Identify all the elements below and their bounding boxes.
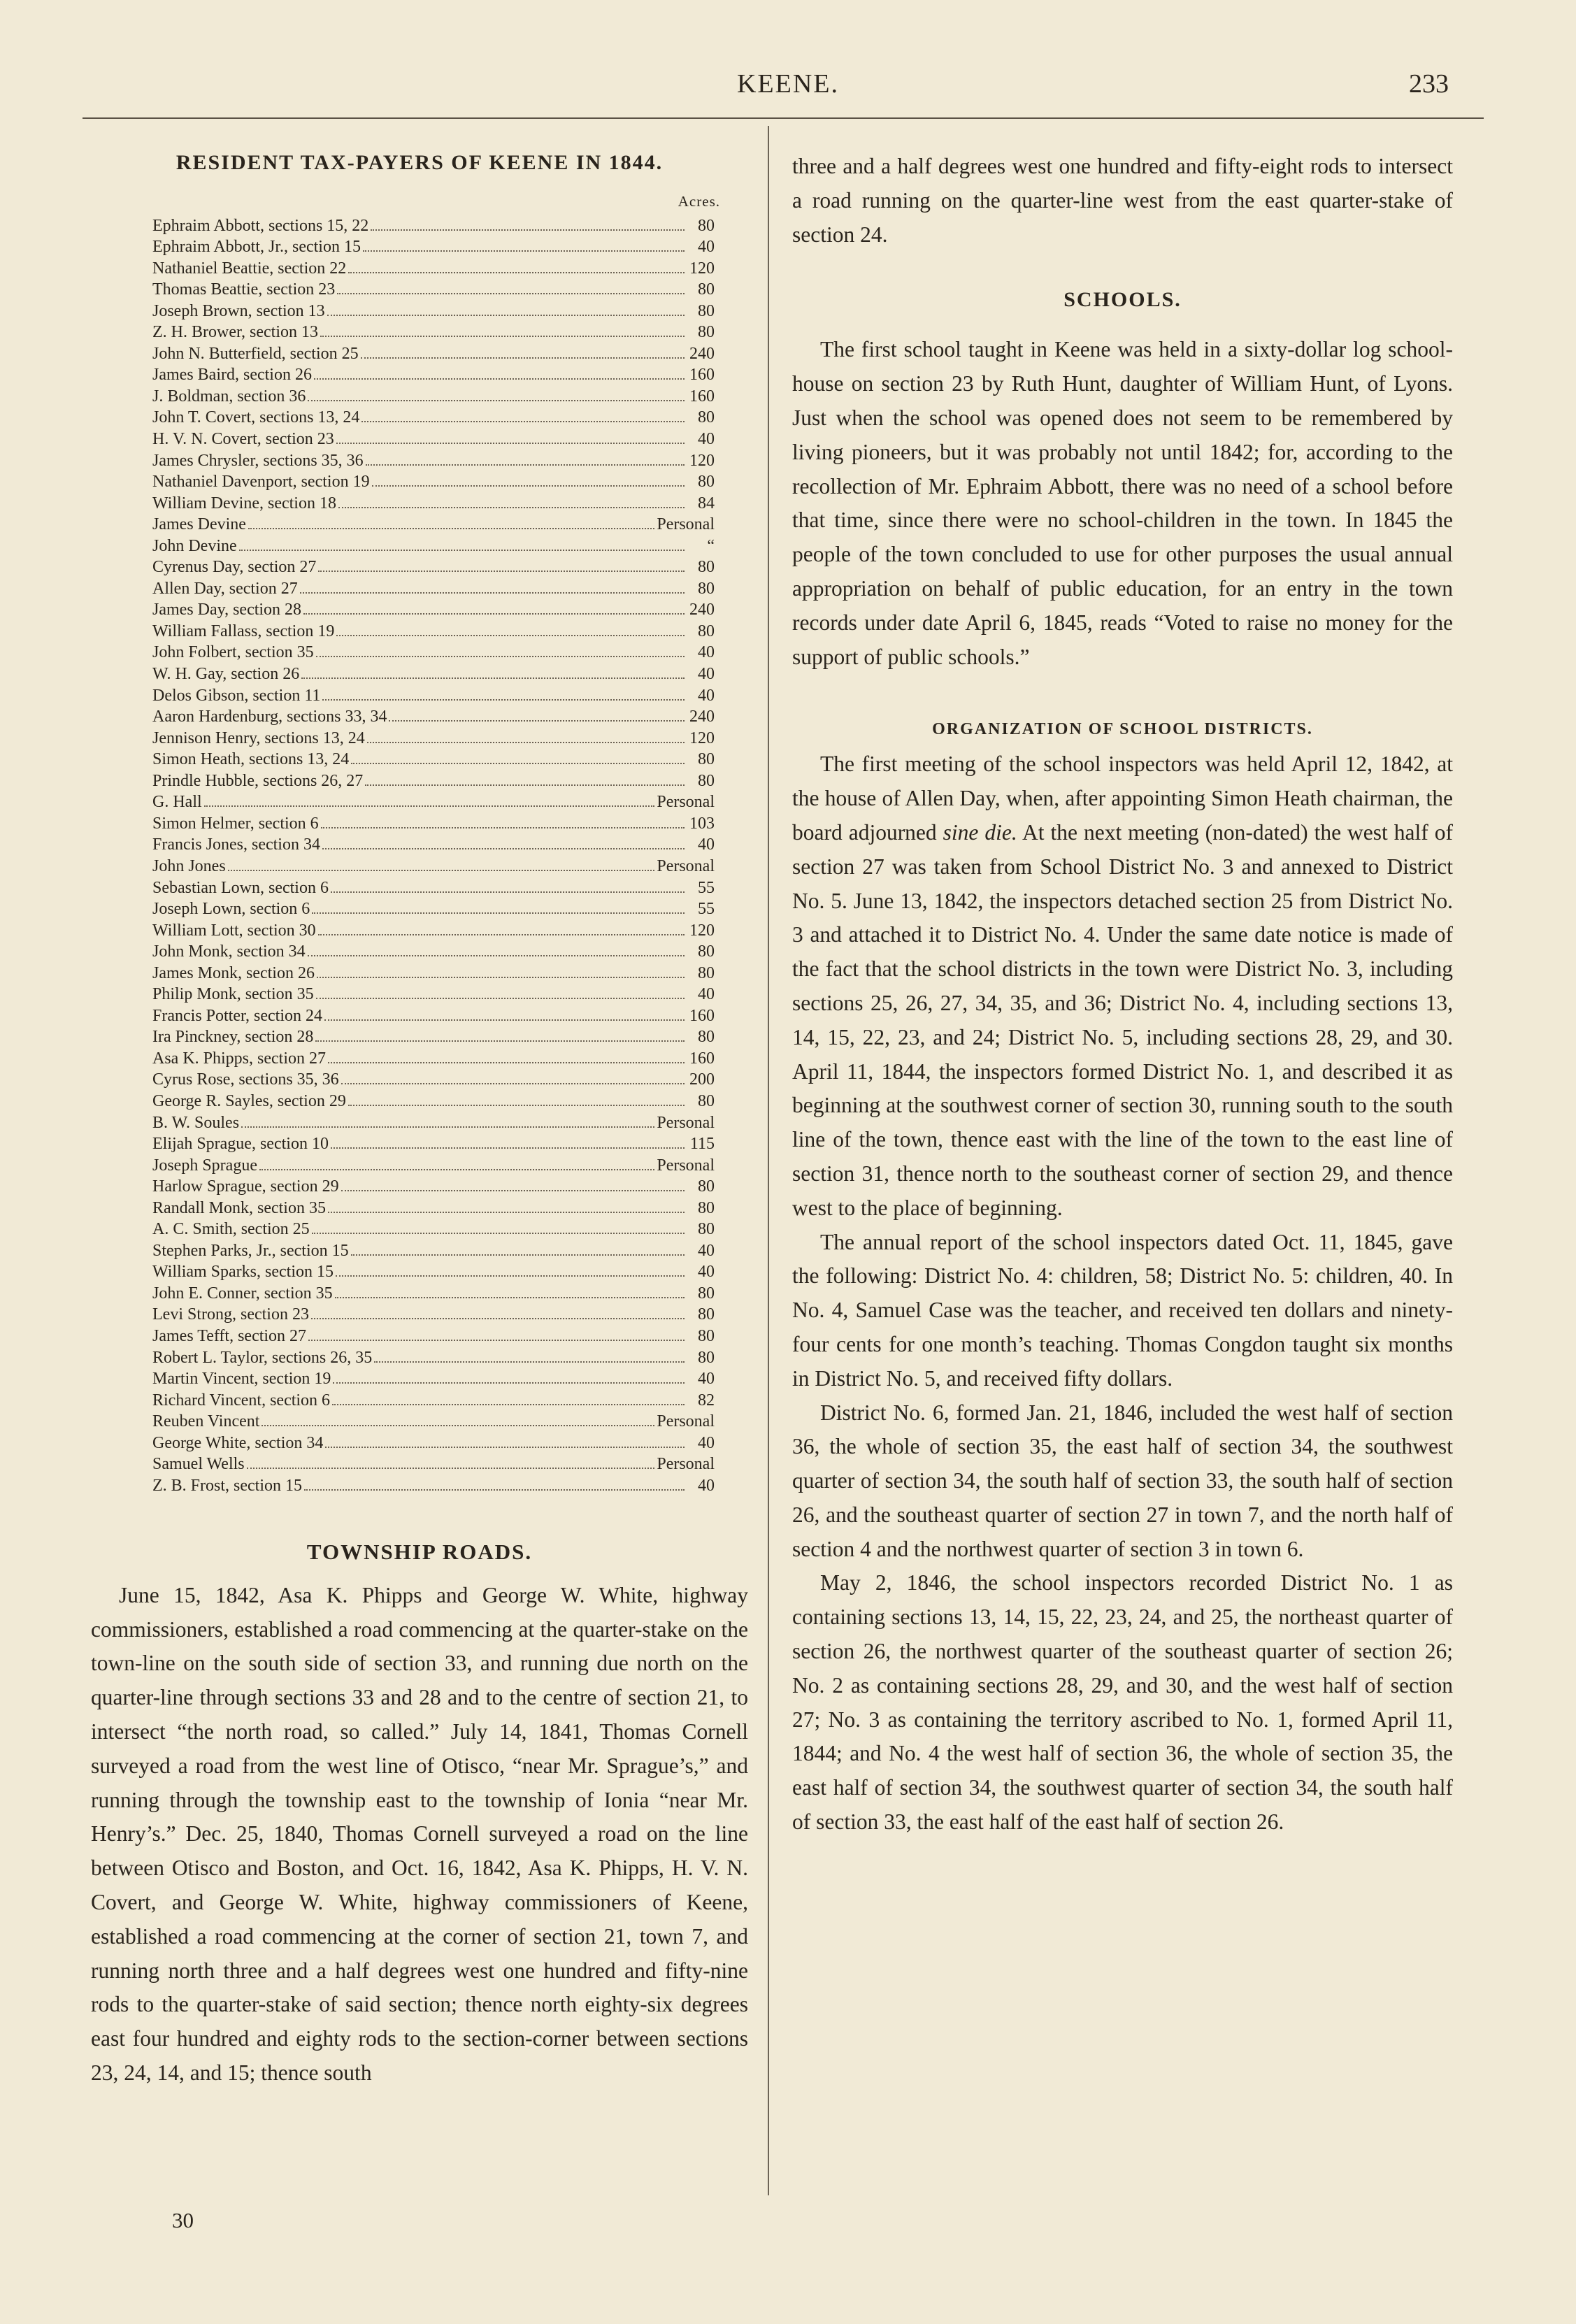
tax-payer-acres: 80 [698, 558, 715, 577]
dot-leader [312, 912, 685, 914]
tax-payer-acres: Personal [657, 515, 715, 534]
tax-payer-acres: Personal [657, 1455, 715, 1474]
dot-leader [322, 848, 685, 849]
tax-payer-acres: 80 [698, 1284, 715, 1303]
tax-payer-acres: 80 [698, 1091, 715, 1110]
tax-payer-name: Nathaniel Davenport, section 19 [152, 473, 370, 492]
schools-heading: SCHOOLS. [1063, 288, 1182, 312]
right-column [792, 150, 1453, 1839]
tax-payer-acres: 80 [698, 942, 715, 961]
dot-leader [300, 592, 685, 594]
tax-payer-row [91, 514, 748, 536]
tax-payer-name: Ira Pinckney, section 28 [152, 1028, 314, 1047]
tax-payer-name: John Jones [152, 856, 226, 875]
dot-leader [337, 293, 685, 294]
tax-payer-row [91, 898, 748, 920]
tax-payer-row [91, 684, 748, 706]
township-roads-paragraph: June 15, 1842, Asa K. Phipps and George W. White, highway commissioners, established a road commencing at the quarter-stake on the town-line on the south side of section 33, and running due north on the quarter-line through sections 33 and 28 and to the centre of section 21, to intersect “the north road, so called.” July 14, 1841, Thomas Cornell surveyed a road from the west line of Otisco, “near Mr. Sprague’s,” and running through the township east to the township of Ionia “near Mr. Henry’s.” Dec. 25, 1840, Thomas Cornell surveyed a road on the line between Otisco and Boston, and Oct. 16, 1842, Asa K. Phipps, H. V. N. Covert, and George W. White, highway commissioners of Keene, established a road commencing at the corner of section 21, town 7, and running north three and a half degrees west one hundred and fifty-nine rods to the quarter-stake of said section; thence north eighty-six degrees east four hundred and eighty rods to the section-corner between sections 23, 24, 14, and 15; thence south [91, 1582, 748, 2085]
tax-payer-name: John Devine [152, 536, 237, 555]
tax-payer-row [91, 557, 748, 578]
tax-payer-row [91, 984, 748, 1005]
tax-payer-row [91, 1112, 748, 1133]
districts-paragraph-4: May 2, 1846, the school inspectors recorded District No. 1 as containing sections 13, 14, 15, 22, 23, 24, and 25, the northeast quarter of section 26, the northwest quarter of the southeast quarter of section 26; No. 2 as containing sections 28, 29, and 30, and the west half of section 27; No. 3 as containing the territory ascribed to No. 1, formed April 11, 1844; and No. 4 the west half of section 36, the whole of section 35, the east half of section 34, the southwest quarter of section 34, the south half of section 33, the east half of the east half of section 26. [792, 1570, 1453, 1835]
tax-payer-name: W. H. Gay, section 26 [152, 665, 300, 684]
tax-payer-name: Joseph Sprague [152, 1156, 257, 1175]
tax-payer-row [91, 642, 748, 664]
tax-payer-acres: 40 [698, 430, 715, 449]
dot-leader [335, 1297, 685, 1298]
tax-payer-name: Robert L. Taylor, sections 26, 35 [152, 1348, 373, 1367]
tax-payer-row [91, 450, 748, 471]
tax-payer-row [91, 1432, 748, 1454]
dot-leader [312, 1233, 685, 1234]
dot-leader [336, 443, 685, 444]
dot-leader [301, 677, 685, 679]
tax-payer-acres: 40 [698, 1476, 715, 1495]
dot-leader [228, 870, 655, 871]
tax-payers-heading: RESIDENT TAX-PAYERS OF KEENE IN 1844. [175, 151, 664, 174]
dot-leader [372, 485, 685, 487]
tax-payer-acres: 40 [698, 1433, 715, 1452]
tax-payer-row [91, 1304, 748, 1326]
tax-payer-acres: 103 [689, 814, 715, 833]
tax-payer-row [91, 322, 748, 343]
tax-payer-row [91, 727, 748, 749]
tax-payer-acres: Personal [657, 1113, 715, 1132]
dot-leader [325, 1447, 685, 1448]
dot-leader [321, 827, 685, 829]
tax-payer-row [91, 620, 748, 642]
districts-heading: ORGANIZATION OF SCHOOL DISTRICTS. [932, 720, 1313, 739]
tax-payer-name: William Lott, section 30 [152, 921, 316, 940]
tax-payer-name: William Sparks, section 15 [152, 1263, 334, 1282]
tax-payer-acres: 40 [698, 238, 715, 257]
tax-payer-acres: 200 [689, 1070, 715, 1089]
dot-leader [308, 400, 685, 401]
dot-leader [338, 507, 685, 508]
tax-payer-row [91, 300, 748, 322]
tax-payer-acres: 55 [698, 900, 715, 919]
tax-payer-row [91, 1368, 748, 1390]
dot-leader [361, 421, 685, 422]
tax-payer-name: Ephraim Abbott, sections 15, 22 [152, 216, 369, 235]
tax-payer-acres: 160 [689, 366, 715, 385]
dot-leader [318, 934, 685, 935]
tax-payer-row [91, 834, 748, 856]
tax-payer-name: John Folbert, section 35 [152, 643, 314, 662]
dot-leader [348, 1105, 685, 1106]
tax-payer-acres: 80 [698, 579, 715, 598]
left-column [91, 151, 748, 2090]
tax-payer-name: Philip Monk, section 35 [152, 985, 314, 1004]
tax-payer-row [91, 599, 748, 621]
tax-payer-row [91, 236, 748, 258]
tax-payer-name: Joseph Lown, section 6 [152, 900, 310, 919]
tax-payer-name: B. W. Soules [152, 1113, 240, 1132]
tax-payer-name: Cyrenus Day, section 27 [152, 558, 317, 577]
dot-leader [315, 1040, 685, 1042]
tax-payer-name: Thomas Beattie, section 23 [152, 280, 336, 299]
dot-leader [327, 315, 685, 316]
districts-paragraph-2: The annual report of the school inspectors dated Oct. 11, 1845, gave the following: District No. 4: children, 58; District No. 5: children, 40. In No. 4, Samuel Case was the teacher, and received ten dollars and ninety-four cents for one month’s teaching. Thomas Congdon taught six months in District No. 5, and received fifty dollars. [792, 1229, 1453, 1391]
tax-payer-acres: 40 [698, 686, 715, 705]
tax-payer-row [91, 492, 748, 514]
tax-payer-name: J. Boldman, section 36 [152, 387, 306, 406]
dot-leader [241, 1126, 654, 1128]
tax-payer-row [91, 279, 748, 301]
tax-payer-acres: 40 [698, 1370, 715, 1389]
tax-payer-name: Martin Vincent, section 19 [152, 1370, 331, 1389]
tax-payer-row [91, 1475, 748, 1496]
tax-payer-name: Simon Heath, sections 13, 24 [152, 750, 350, 769]
dot-leader [332, 1404, 685, 1405]
tax-payer-name: Reuben Vincent [152, 1412, 260, 1431]
dot-leader [204, 805, 655, 807]
tax-payer-acres: 120 [689, 259, 715, 278]
dot-leader [366, 464, 685, 466]
tax-payer-row [91, 471, 748, 493]
tax-payer-row [91, 749, 748, 770]
township-roads-heading: TOWNSHIP ROADS. [306, 1539, 533, 1564]
tax-payer-row [91, 1090, 748, 1112]
dot-leader [316, 998, 685, 999]
tax-payer-row [91, 770, 748, 791]
tax-payer-acres: 160 [689, 1006, 715, 1025]
dot-leader [389, 720, 685, 722]
tax-payer-acres: Personal [657, 1412, 715, 1431]
tax-payer-name: Samuel Wells [152, 1455, 245, 1474]
tax-payer-acres: Personal [657, 1156, 715, 1175]
districts-p1-latin: sine die. [943, 819, 1017, 845]
dot-leader [324, 1019, 685, 1021]
tax-payer-row [91, 1047, 748, 1069]
dot-leader [314, 378, 685, 380]
tax-payer-name: Francis Potter, section 24 [152, 1006, 322, 1025]
districts-p1-text-a: The first meeting of the school inspectors was held April 12, 1842, at the house of Allen Day, when, after appointing Simon Heath chairman, the board adjourned [792, 752, 1453, 845]
dot-leader [318, 571, 685, 572]
tax-payer-acres: 80 [698, 1348, 715, 1367]
page-number: 233 [1409, 69, 1449, 99]
tax-payer-name: Prindle Hubble, sections 26, 27 [152, 771, 364, 790]
tax-payer-list [91, 215, 748, 1496]
districts-p1-text-b: At the next meeting (non-dated) the west half of section 27 was taken from School District No. 3 and annexed to District No. 5. June 13, 1842, the inspectors detached section 25 from District No. 3 and attached it to District No. 4. Under the same date notice is made of the fact that the school districts in the town were District No. 3, including sections 25, 26, 27, 34, 35, and 36; District No. 4, including sections 13, 14, 15, 22, 23, and 24; District No. 5, including sections 28, 29, and 30. April 11, 1844, the inspectors formed District No. 1, and described it as beginning at the southwest corner of section 30, running south to the south line of the town, thence east with the line of the town to the east line of section 31, thence north to the southeast corner of section 29, and thence west to the place of beginning. [792, 819, 1453, 1220]
tax-payer-acres: 240 [689, 601, 715, 619]
tax-payer-name: Joseph Brown, section 13 [152, 301, 325, 320]
tax-payer-row [91, 919, 748, 941]
tax-payer-row [91, 535, 748, 557]
dot-leader [367, 742, 685, 743]
tax-payer-row [91, 1240, 748, 1261]
dot-leader [262, 1425, 654, 1426]
tax-payer-name: James Monk, section 26 [152, 963, 315, 982]
tax-payer-acres: 80 [698, 1028, 715, 1047]
tax-payer-row [91, 812, 748, 834]
tax-payer-row [91, 578, 748, 599]
acres-column-label: Acres. [678, 193, 720, 210]
tax-payer-name: Allen Day, section 27 [152, 579, 298, 598]
tax-payer-row [91, 1347, 748, 1368]
dot-leader [374, 1361, 685, 1363]
tax-payer-name: James Day, section 28 [152, 601, 302, 619]
tax-payer-acres: 80 [698, 771, 715, 790]
tax-payer-name: G. Hall [152, 793, 202, 812]
tax-payer-acres: 80 [698, 1198, 715, 1217]
tax-payer-acres: 80 [698, 1305, 715, 1324]
signature-mark: 30 [172, 2208, 194, 2232]
tax-payer-row [91, 941, 748, 963]
tax-payer-name: Cyrus Rose, sections 35, 36 [152, 1070, 339, 1089]
tax-payer-acres: 40 [698, 665, 715, 684]
tax-payer-acres: 80 [698, 963, 715, 982]
column-divider [768, 126, 769, 2195]
tax-payer-name: Simon Helmer, section 6 [152, 814, 319, 833]
tax-payer-acres: 80 [698, 323, 715, 342]
dot-leader [336, 1275, 685, 1277]
tax-payer-acres: 80 [698, 1326, 715, 1345]
dot-leader [311, 1318, 685, 1319]
tax-payer-name: George White, section 34 [152, 1433, 324, 1452]
tax-payer-acres: Personal [657, 856, 715, 875]
tax-payer-name: Richard Vincent, section 6 [152, 1391, 331, 1410]
header-rule [83, 117, 1484, 119]
roads-continuation-paragraph: three and a half degrees west one hundred and fifty-eight rods to intersect a road running on the quarter-line west from the east quarter-stake of section 24. [792, 154, 1453, 247]
tax-payer-acres: Personal [657, 793, 715, 812]
dot-leader [341, 1190, 685, 1191]
tax-payer-row [91, 343, 748, 364]
tax-payer-row [91, 1154, 748, 1176]
tax-payer-acres: 80 [698, 216, 715, 235]
tax-payer-row [91, 1069, 748, 1091]
tax-payer-acres: 120 [689, 729, 715, 747]
tax-payer-row [91, 1282, 748, 1304]
tax-payer-acres: 80 [698, 280, 715, 299]
dot-leader [247, 1468, 655, 1469]
tax-payer-row [91, 791, 748, 813]
tax-payer-name: Sebastian Lown, section 6 [152, 878, 329, 897]
dot-leader [333, 1382, 685, 1384]
tax-payer-name: Asa K. Phipps, section 27 [152, 1049, 326, 1068]
tax-payer-name: Francis Jones, section 34 [152, 835, 320, 854]
tax-payer-row [91, 1261, 748, 1283]
dot-leader [365, 784, 685, 786]
tax-payer-name: Stephen Parks, Jr., section 15 [152, 1241, 349, 1260]
tax-payer-row [91, 1389, 748, 1411]
tax-payer-acres: 80 [698, 1220, 715, 1239]
tax-payer-row [91, 962, 748, 984]
tax-payer-acres: 240 [689, 344, 715, 363]
tax-payer-acres: 40 [698, 1263, 715, 1282]
tax-payer-name: John T. Covert, sections 13, 24 [152, 408, 360, 427]
tax-payer-name: Nathaniel Beattie, section 22 [152, 259, 347, 278]
tax-payer-name: James Baird, section 26 [152, 366, 312, 385]
dot-leader [336, 635, 685, 636]
tax-payer-row [91, 1133, 748, 1155]
tax-payer-acres: 240 [689, 708, 715, 726]
dot-leader [363, 250, 685, 252]
dot-leader [328, 1212, 685, 1213]
tax-payer-name: Levi Strong, section 23 [152, 1305, 309, 1324]
tax-payer-acres: 40 [698, 1241, 715, 1260]
dot-leader [328, 1062, 685, 1063]
tax-payer-row [91, 1026, 748, 1048]
tax-payer-row [91, 428, 748, 450]
tax-payer-acres: 80 [698, 473, 715, 492]
dot-leader [316, 656, 685, 657]
tax-payer-name: James Tefft, section 27 [152, 1326, 307, 1345]
running-head: KEENE. [736, 69, 840, 99]
tax-payer-row [91, 407, 748, 429]
dot-leader [331, 1147, 685, 1149]
tax-payer-acres: 40 [698, 643, 715, 662]
tax-payer-acres: 84 [698, 494, 715, 512]
dot-leader [308, 955, 685, 956]
dot-leader [248, 528, 654, 529]
tax-payer-row [91, 1454, 748, 1475]
tax-payer-row [91, 1325, 748, 1347]
tax-payer-row [91, 1411, 748, 1433]
tax-payer-row [91, 877, 748, 898]
tax-payer-row [91, 364, 748, 386]
tax-payer-acres: 80 [698, 1177, 715, 1196]
dot-leader [239, 550, 685, 551]
tax-payer-name: James Chrysler, sections 35, 36 [152, 451, 364, 470]
tax-payer-row [91, 1219, 748, 1240]
dot-leader [331, 891, 685, 893]
tax-payer-acres: 80 [698, 622, 715, 640]
tax-payer-name: Delos Gibson, section 11 [152, 686, 321, 705]
tax-payer-name: Aaron Hardenburg, sections 33, 34 [152, 708, 387, 726]
tax-payer-name: Elijah Sprague, section 10 [152, 1135, 329, 1154]
tax-payer-name: Z. B. Frost, section 15 [152, 1476, 302, 1495]
dot-leader [317, 977, 685, 978]
tax-payer-name: H. V. N. Covert, section 23 [152, 430, 334, 449]
tax-payer-name: John Monk, section 34 [152, 942, 306, 961]
tax-payer-name: Ephraim Abbott, Jr., section 15 [152, 238, 361, 257]
tax-payer-name: William Devine, section 18 [152, 494, 336, 512]
tax-payer-name: James Devine [152, 515, 246, 534]
tax-payer-name: Harlow Sprague, section 29 [152, 1177, 339, 1196]
dot-leader [322, 699, 685, 701]
dot-leader [371, 229, 685, 231]
tax-payer-acres: 120 [689, 451, 715, 470]
tax-payer-name: John E. Conner, section 35 [152, 1284, 333, 1303]
tax-payer-row [91, 385, 748, 407]
dot-leader [348, 272, 685, 273]
tax-payer-row [91, 1005, 748, 1026]
tax-payer-acres: 40 [698, 835, 715, 854]
tax-payer-acres: 82 [698, 1391, 715, 1410]
tax-payer-acres: 115 [689, 1135, 715, 1154]
tax-payer-acres: 40 [698, 985, 715, 1004]
dot-leader [304, 1489, 685, 1491]
tax-payer-acres: 160 [689, 387, 715, 406]
tax-payer-name: Randall Monk, section 35 [152, 1198, 326, 1217]
districts-paragraph-3: District No. 6, formed Jan. 21, 1846, included the west half of section 36, the whole of section 35, the east half of section 34, the southwest quarter of section 34, the south half of section 33, the south half of section 26, and the southeast quarter of section 27 in town 7, and the north half of section 4 and the northwest quarter of section 3 in town 6. [792, 1400, 1453, 1561]
dot-leader [320, 336, 685, 337]
tax-payer-row [91, 1176, 748, 1198]
tax-payer-name: John N. Butterfield, section 25 [152, 344, 359, 363]
tax-payer-row [91, 663, 748, 684]
tax-payer-acres: 120 [689, 921, 715, 940]
dot-leader [361, 357, 685, 359]
tax-payer-name: George R. Sayles, section 29 [152, 1091, 346, 1110]
tax-payer-acres: 55 [698, 878, 715, 897]
tax-payer-row [91, 855, 748, 877]
tax-payer-acres: 160 [689, 1049, 715, 1068]
districts-paragraph-1 [792, 747, 1453, 1225]
tax-payer-row [91, 1197, 748, 1219]
tax-payer-name: A. C. Smith, section 25 [152, 1220, 310, 1239]
dot-leader [351, 1254, 685, 1256]
tax-payer-acres: 80 [698, 750, 715, 769]
tax-payer-acres: “ [707, 536, 715, 555]
dot-leader [303, 613, 685, 615]
tax-payer-row [91, 257, 748, 279]
tax-payer-row [91, 215, 748, 236]
dot-leader [308, 1340, 685, 1341]
tax-payer-acres: 80 [698, 301, 715, 320]
dot-leader [259, 1169, 654, 1170]
dot-leader [351, 763, 685, 764]
tax-payer-name: William Fallass, section 19 [152, 622, 335, 640]
tax-payer-name: Jennison Henry, sections 13, 24 [152, 729, 365, 747]
tax-payer-name: Z. H. Brower, section 13 [152, 323, 318, 342]
schools-paragraph: The first school taught in Keene was held in a sixty-dollar log school-house on section 23 by Ruth Hunt, daughter of William Hunt, of Lyons. Just when the school was opened does not seem to be remembered by living pioneers, but it was probably not until 1842; for, according to the recollection of Mr. Ephraim Abbott, there was no need of a school before that time, since there were no school-children in the town. In 1845 the people of the town concluded to use for other purposes the usual annual appropriation on behalf of public education, for an entry in the town records under date April 6, 1845, reads “Voted to raise no money for the support of public schools.” [792, 337, 1453, 669]
dot-leader [341, 1083, 685, 1084]
tax-payer-acres: 80 [698, 408, 715, 427]
tax-payer-row [91, 706, 748, 728]
